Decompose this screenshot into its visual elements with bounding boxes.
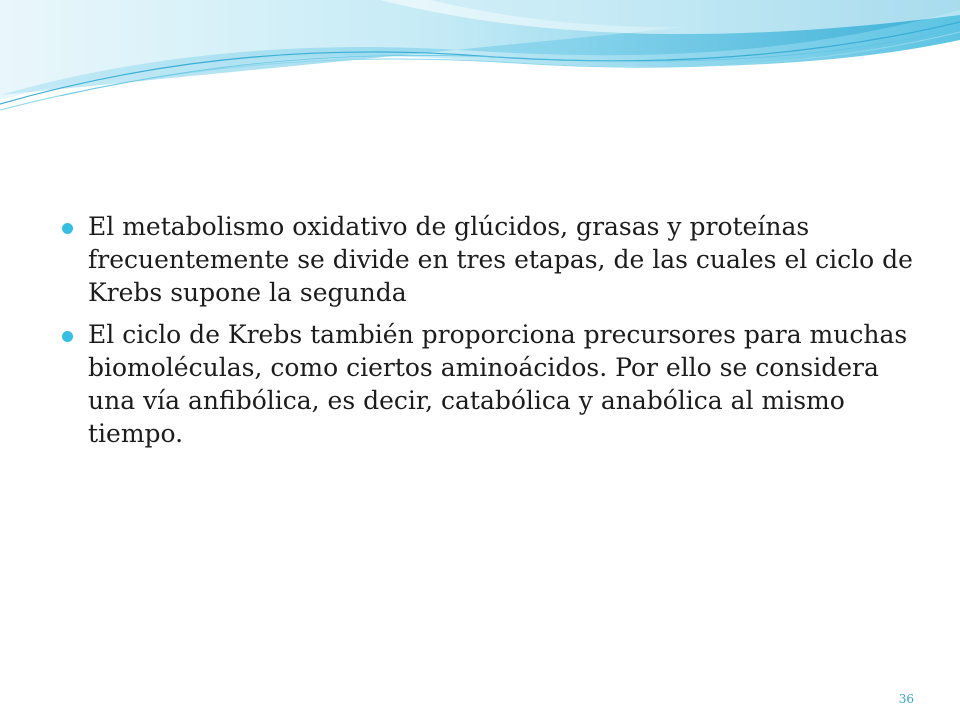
bullet-list (58, 210, 918, 450)
bullet-dot-icon (62, 223, 73, 234)
bullet-text: El ciclo de Krebs también proporciona precursores para muchas biomoléculas, como ciertos aminoácidos. Por ello se considera una vía anfibólica, es decir, catabólica y anabólica al mismo tiempo. (88, 320, 908, 448)
bullet-text: El metabolismo oxidativo de glúcidos, grasas y proteínas frecuentemente se divide en tres etapas, de las cuales el ciclo de Krebs supone la segunda (88, 212, 913, 307)
bullet-item (58, 318, 918, 450)
bullet-dot-icon (62, 331, 73, 342)
bullet-item (58, 210, 918, 309)
slide-content (58, 210, 918, 459)
slide-number: 36 (898, 692, 914, 706)
header-wave-decoration (0, 0, 960, 120)
